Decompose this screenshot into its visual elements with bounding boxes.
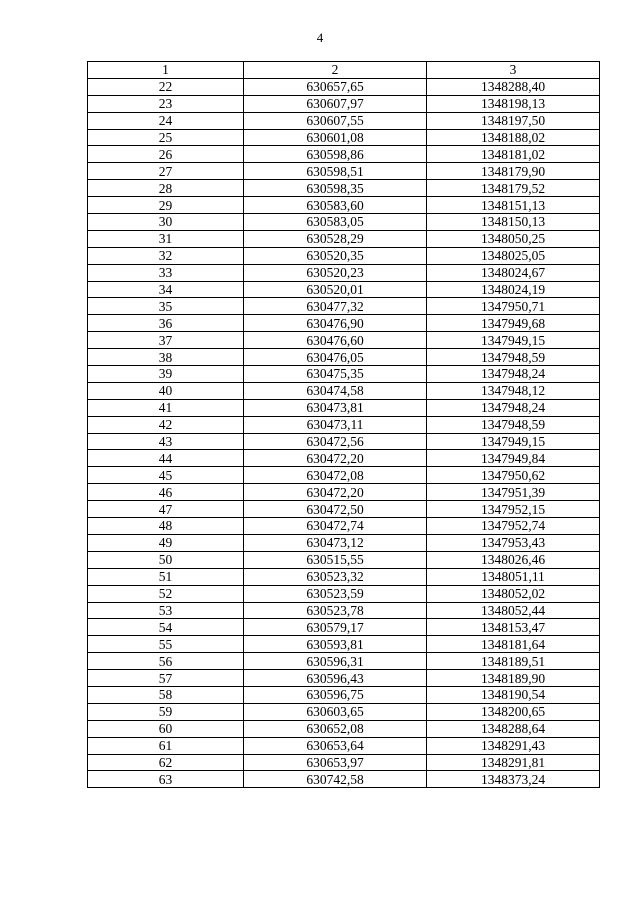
x-coordinate-cell: 630472,56 — [244, 433, 427, 450]
point-number-cell: 62 — [88, 754, 244, 771]
y-coordinate-cell: 1348181,02 — [427, 146, 600, 163]
y-coordinate-cell: 1347948,24 — [427, 366, 600, 383]
y-coordinate-cell: 1347952,74 — [427, 518, 600, 535]
point-number-cell: 54 — [88, 619, 244, 636]
point-number-cell: 61 — [88, 737, 244, 754]
y-coordinate-cell: 1348024,19 — [427, 281, 600, 298]
y-coordinate-cell: 1348288,40 — [427, 78, 600, 95]
x-coordinate-cell: 630579,17 — [244, 619, 427, 636]
y-coordinate-cell: 1348288,64 — [427, 720, 600, 737]
point-number-cell: 37 — [88, 332, 244, 349]
x-coordinate-cell: 630473,81 — [244, 399, 427, 416]
x-coordinate-cell: 630520,01 — [244, 281, 427, 298]
header-row — [88, 62, 600, 79]
y-coordinate-cell: 1347950,71 — [427, 298, 600, 315]
y-coordinate-cell: 1347948,59 — [427, 416, 600, 433]
x-coordinate-cell: 630583,60 — [244, 197, 427, 214]
y-coordinate-cell: 1348189,51 — [427, 653, 600, 670]
table-header — [88, 62, 600, 79]
point-number-cell: 41 — [88, 399, 244, 416]
x-coordinate-cell: 630472,74 — [244, 518, 427, 535]
x-coordinate-cell: 630472,20 — [244, 484, 427, 501]
x-coordinate-cell: 630475,35 — [244, 366, 427, 383]
y-coordinate-cell: 1347948,12 — [427, 382, 600, 399]
table-row — [88, 298, 600, 315]
x-coordinate-cell: 630520,23 — [244, 264, 427, 281]
x-coordinate-cell: 630652,08 — [244, 720, 427, 737]
column-header-2: 2 — [244, 62, 427, 79]
table-row — [88, 670, 600, 687]
y-coordinate-cell: 1348050,25 — [427, 230, 600, 247]
x-coordinate-cell: 630598,35 — [244, 180, 427, 197]
y-coordinate-cell: 1347950,62 — [427, 467, 600, 484]
point-number-cell: 28 — [88, 180, 244, 197]
y-coordinate-cell: 1348373,24 — [427, 771, 600, 788]
table-row — [88, 315, 600, 332]
y-coordinate-cell: 1348181,64 — [427, 636, 600, 653]
table-row — [88, 771, 600, 788]
point-number-cell: 55 — [88, 636, 244, 653]
x-coordinate-cell: 630476,05 — [244, 349, 427, 366]
point-number-cell: 58 — [88, 686, 244, 703]
x-coordinate-cell: 630742,58 — [244, 771, 427, 788]
x-coordinate-cell: 630472,50 — [244, 501, 427, 518]
column-header-1: 1 — [88, 62, 244, 79]
point-number-cell: 60 — [88, 720, 244, 737]
point-number-cell: 24 — [88, 112, 244, 129]
point-number-cell: 56 — [88, 653, 244, 670]
point-number-cell: 22 — [88, 78, 244, 95]
table-row — [88, 534, 600, 551]
table-row — [88, 568, 600, 585]
point-number-cell: 32 — [88, 247, 244, 264]
x-coordinate-cell: 630607,97 — [244, 95, 427, 112]
y-coordinate-cell: 1348150,13 — [427, 214, 600, 231]
table-row — [88, 247, 600, 264]
y-coordinate-cell: 1348179,52 — [427, 180, 600, 197]
table-row — [88, 180, 600, 197]
y-coordinate-cell: 1348190,54 — [427, 686, 600, 703]
table-row — [88, 619, 600, 636]
y-coordinate-cell: 1348153,47 — [427, 619, 600, 636]
table-row — [88, 467, 600, 484]
y-coordinate-cell: 1348024,67 — [427, 264, 600, 281]
table-row — [88, 686, 600, 703]
table-row — [88, 382, 600, 399]
point-number-cell: 30 — [88, 214, 244, 231]
point-number-cell: 52 — [88, 585, 244, 602]
y-coordinate-cell: 1348179,90 — [427, 163, 600, 180]
y-coordinate-cell: 1348025,05 — [427, 247, 600, 264]
table-row — [88, 484, 600, 501]
x-coordinate-cell: 630601,08 — [244, 129, 427, 146]
x-coordinate-cell: 630596,31 — [244, 653, 427, 670]
x-coordinate-cell: 630476,90 — [244, 315, 427, 332]
point-number-cell: 36 — [88, 315, 244, 332]
table-row — [88, 754, 600, 771]
x-coordinate-cell: 630472,20 — [244, 450, 427, 467]
table-row — [88, 416, 600, 433]
x-coordinate-cell: 630528,29 — [244, 230, 427, 247]
x-coordinate-cell: 630596,43 — [244, 670, 427, 687]
x-coordinate-cell: 630523,32 — [244, 568, 427, 585]
table-row — [88, 214, 600, 231]
point-number-cell: 47 — [88, 501, 244, 518]
x-coordinate-cell: 630520,35 — [244, 247, 427, 264]
point-number-cell: 59 — [88, 703, 244, 720]
x-coordinate-cell: 630596,75 — [244, 686, 427, 703]
y-coordinate-cell: 1347948,24 — [427, 399, 600, 416]
y-coordinate-cell: 1348291,43 — [427, 737, 600, 754]
x-coordinate-cell: 630598,86 — [244, 146, 427, 163]
table-row — [88, 720, 600, 737]
x-coordinate-cell: 630653,64 — [244, 737, 427, 754]
y-coordinate-cell: 1347949,15 — [427, 433, 600, 450]
y-coordinate-cell: 1348188,02 — [427, 129, 600, 146]
table-row — [88, 399, 600, 416]
table-row — [88, 129, 600, 146]
x-coordinate-cell: 630476,60 — [244, 332, 427, 349]
table-row — [88, 501, 600, 518]
point-number-cell: 29 — [88, 197, 244, 214]
point-number-cell: 40 — [88, 382, 244, 399]
y-coordinate-cell: 1348291,81 — [427, 754, 600, 771]
table-row — [88, 703, 600, 720]
table-row — [88, 433, 600, 450]
table-row — [88, 197, 600, 214]
table-row — [88, 450, 600, 467]
table-row — [88, 163, 600, 180]
y-coordinate-cell: 1348052,02 — [427, 585, 600, 602]
point-number-cell: 63 — [88, 771, 244, 788]
x-coordinate-cell: 630523,78 — [244, 602, 427, 619]
point-number-cell: 42 — [88, 416, 244, 433]
x-coordinate-cell: 630477,32 — [244, 298, 427, 315]
coordinates-table — [87, 61, 600, 788]
page-number: 4 — [316, 30, 324, 45]
table-row — [88, 332, 600, 349]
table-row — [88, 518, 600, 535]
y-coordinate-cell: 1347949,15 — [427, 332, 600, 349]
y-coordinate-cell: 1348151,13 — [427, 197, 600, 214]
table-row — [88, 636, 600, 653]
y-coordinate-cell: 1347953,43 — [427, 534, 600, 551]
x-coordinate-cell: 630473,12 — [244, 534, 427, 551]
point-number-cell: 39 — [88, 366, 244, 383]
y-coordinate-cell: 1348052,44 — [427, 602, 600, 619]
table-row — [88, 95, 600, 112]
x-coordinate-cell: 630653,97 — [244, 754, 427, 771]
x-coordinate-cell: 630598,51 — [244, 163, 427, 180]
point-number-cell: 57 — [88, 670, 244, 687]
x-coordinate-cell: 630603,65 — [244, 703, 427, 720]
y-coordinate-cell: 1347951,39 — [427, 484, 600, 501]
x-coordinate-cell: 630583,05 — [244, 214, 427, 231]
point-number-cell: 50 — [88, 551, 244, 568]
y-coordinate-cell: 1348200,65 — [427, 703, 600, 720]
point-number-cell: 33 — [88, 264, 244, 281]
point-number-cell: 45 — [88, 467, 244, 484]
table-row — [88, 264, 600, 281]
point-number-cell: 34 — [88, 281, 244, 298]
point-number-cell: 26 — [88, 146, 244, 163]
x-coordinate-cell: 630515,55 — [244, 551, 427, 568]
point-number-cell: 43 — [88, 433, 244, 450]
point-number-cell: 48 — [88, 518, 244, 535]
x-coordinate-cell: 630472,08 — [244, 467, 427, 484]
table-row — [88, 585, 600, 602]
table-row — [88, 112, 600, 129]
table-row — [88, 146, 600, 163]
y-coordinate-cell: 1347952,15 — [427, 501, 600, 518]
y-coordinate-cell: 1347949,68 — [427, 315, 600, 332]
table-row — [88, 78, 600, 95]
point-number-cell: 23 — [88, 95, 244, 112]
table-row — [88, 653, 600, 670]
table-row — [88, 349, 600, 366]
x-coordinate-cell: 630473,11 — [244, 416, 427, 433]
point-number-cell: 25 — [88, 129, 244, 146]
point-number-cell: 44 — [88, 450, 244, 467]
y-coordinate-cell: 1347949,84 — [427, 450, 600, 467]
y-coordinate-cell: 1348026,46 — [427, 551, 600, 568]
point-number-cell: 31 — [88, 230, 244, 247]
point-number-cell: 49 — [88, 534, 244, 551]
point-number-cell: 27 — [88, 163, 244, 180]
x-coordinate-cell: 630607,55 — [244, 112, 427, 129]
table-row — [88, 602, 600, 619]
x-coordinate-cell: 630657,65 — [244, 78, 427, 95]
x-coordinate-cell: 630523,59 — [244, 585, 427, 602]
point-number-cell: 53 — [88, 602, 244, 619]
point-number-cell: 38 — [88, 349, 244, 366]
table-row — [88, 737, 600, 754]
table-body — [88, 78, 600, 787]
y-coordinate-cell: 1348198,13 — [427, 95, 600, 112]
table-row — [88, 281, 600, 298]
x-coordinate-cell: 630474,58 — [244, 382, 427, 399]
y-coordinate-cell: 1348189,90 — [427, 670, 600, 687]
column-header-3: 3 — [427, 62, 600, 79]
table-row — [88, 551, 600, 568]
y-coordinate-cell: 1347948,59 — [427, 349, 600, 366]
table-row — [88, 230, 600, 247]
point-number-cell: 46 — [88, 484, 244, 501]
y-coordinate-cell: 1348051,11 — [427, 568, 600, 585]
y-coordinate-cell: 1348197,50 — [427, 112, 600, 129]
x-coordinate-cell: 630593,81 — [244, 636, 427, 653]
point-number-cell: 51 — [88, 568, 244, 585]
point-number-cell: 35 — [88, 298, 244, 315]
table-row — [88, 366, 600, 383]
